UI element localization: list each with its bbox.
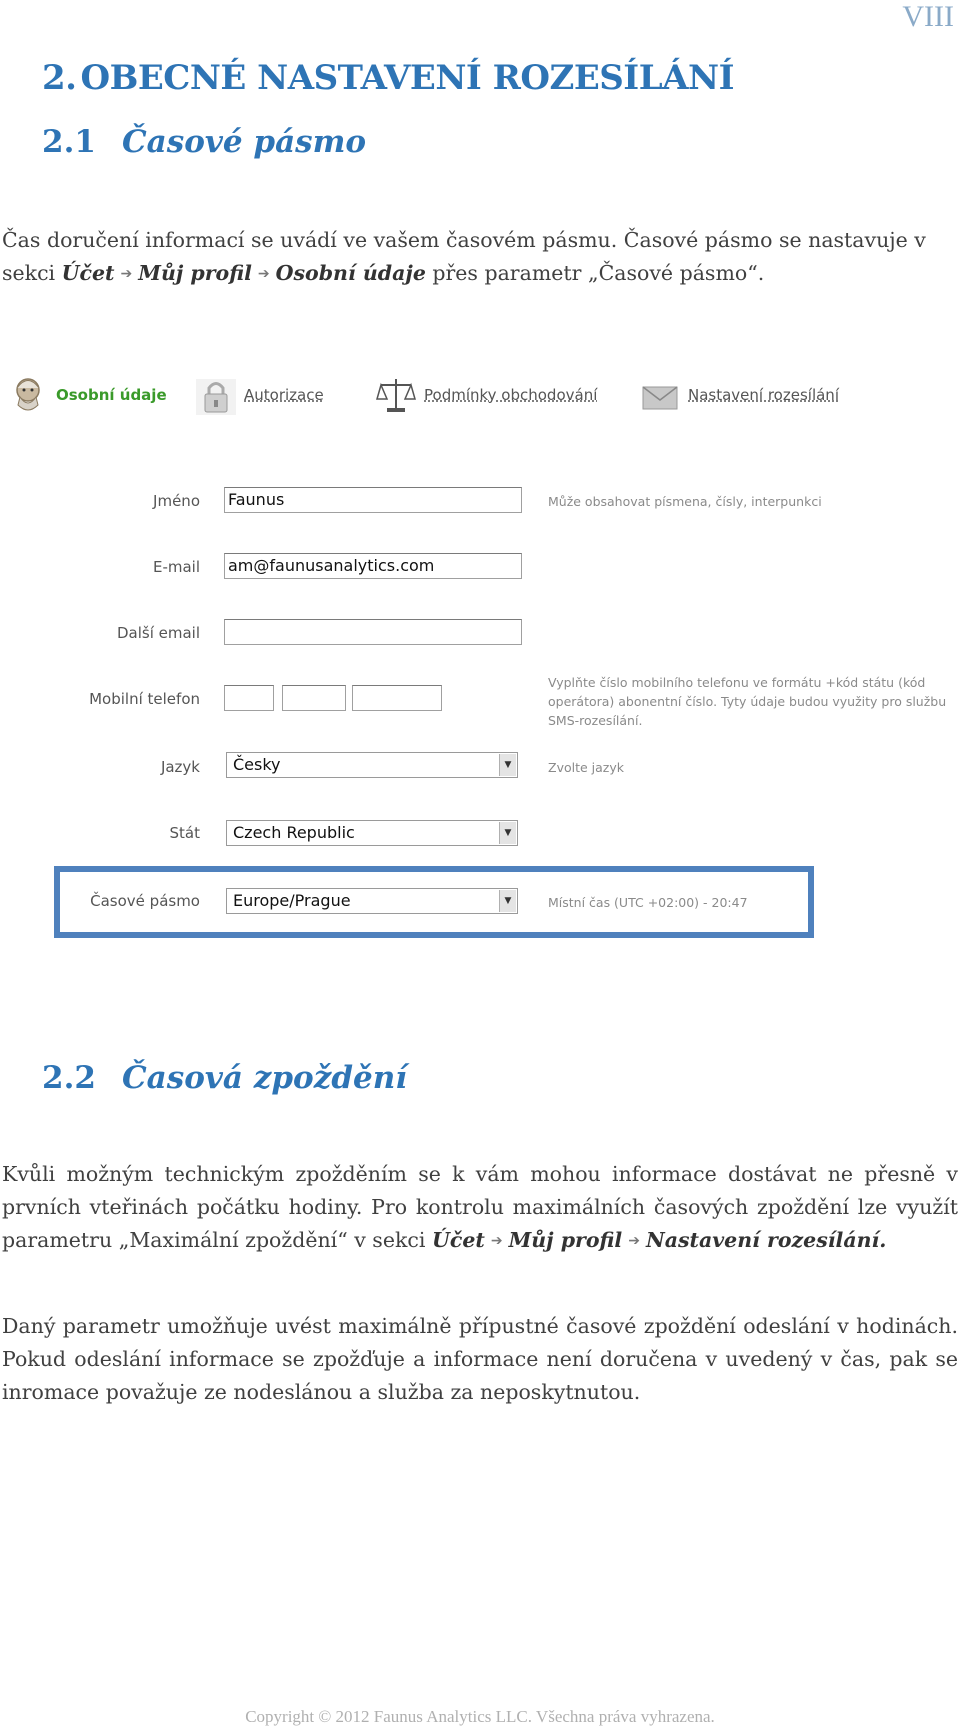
chevron-down-icon[interactable]: ▼	[499, 890, 516, 912]
language-hint: Zvolte jazyk	[548, 760, 624, 775]
path-nastaveni-rozesilani: Nastavení rozesílání.	[645, 1228, 887, 1252]
tab-label: Osobní údaje	[56, 386, 167, 404]
path-muj-profil: Můj profil	[138, 261, 252, 285]
section-title: Časové pásmo	[122, 124, 367, 160]
section-heading-2-2	[42, 1060, 407, 1096]
label-name: Jméno	[153, 492, 200, 510]
arrow-icon: ➔	[257, 266, 270, 282]
tab-distribution-settings[interactable]	[640, 370, 839, 420]
label-language: Jazyk	[160, 758, 200, 776]
lock-icon	[196, 375, 236, 415]
paragraph-text: přes parametr „Časové pásmo“.	[425, 261, 765, 285]
tab-label: Autorizace	[244, 386, 324, 404]
arrow-icon: ➔	[120, 266, 133, 282]
label-country: Stát	[169, 824, 200, 842]
additional-email-input[interactable]	[224, 619, 522, 645]
page-number: VIII	[902, 0, 954, 33]
arrow-icon: ➔	[490, 1233, 503, 1249]
label-time-zone: Časové pásmo	[90, 892, 200, 910]
phone-number-input[interactable]	[352, 685, 442, 711]
name-input[interactable]: Faunus	[224, 487, 522, 513]
section-heading-2-1	[42, 124, 366, 160]
country-select[interactable]	[226, 820, 518, 846]
scales-icon	[376, 375, 416, 415]
chevron-down-icon[interactable]: ▼	[499, 754, 516, 776]
profile-settings-screenshot	[0, 360, 960, 960]
email-input[interactable]: am@faunusanalytics.com	[224, 553, 522, 579]
paragraph-max-delay: Daný parametr umožňuje uvést maximálně přípustné časové zpoždění odeslání v hodinách. Pokud odeslání informace se zpožďuje a informace není doručena v uvedený v čas, pak se inromace považuje ze nodeslánou a služba za neposkytnutou.	[2, 1314, 958, 1404]
chapter-number: 2.	[42, 58, 77, 98]
tab-label: Podmínky obchodování	[424, 386, 598, 404]
path-muj-profil: Můj profil	[508, 1228, 623, 1252]
phone-operator-code-input[interactable]	[282, 685, 346, 711]
section-title: Časová zpoždění	[122, 1060, 408, 1096]
envelope-icon	[640, 375, 680, 415]
paragraph-text: Kvůli možným technickým zpožděním se k vám mohou informace dostávat ne přesně v prvních vteřinách počátku hodiny. Pro kontrolu maximálních časových zpoždění lze využít parametru „Maximální zpoždění“ v sekci	[2, 1162, 958, 1252]
person-icon	[8, 375, 48, 415]
label-additional-email: Další email	[116, 624, 200, 642]
label-mobile-phone: Mobilní telefon	[89, 690, 200, 708]
paragraph-text: Čas doručení informací se uvádí ve vašem časovém pásmu. Časové pásmo se nastavuje v sekci	[2, 228, 926, 285]
name-hint: Může obsahovat písmena, čísly, interpunkci	[548, 494, 822, 509]
section-number: 2.2	[42, 1060, 96, 1096]
tab-trading-conditions[interactable]	[376, 370, 597, 420]
tab-label: Nastavení rozesílání	[688, 386, 839, 404]
tab-authorization[interactable]	[196, 370, 324, 420]
time-zone-select[interactable]	[226, 888, 518, 914]
tab-personal-data[interactable]	[8, 370, 167, 420]
language-select[interactable]	[226, 752, 518, 778]
section-number: 2.1	[42, 124, 96, 160]
arrow-icon: ➔	[628, 1233, 640, 1249]
mobile-phone-hint: Vyplňte číslo mobilního telefonu ve formátu +kód státu (kód operátora) abonentní číslo. Tyty údaje budou využity pro službu SMS-rozesílání.	[548, 675, 947, 728]
path-ucet: Účet	[431, 1228, 485, 1252]
selected-value: Czech Republic	[233, 823, 355, 842]
paragraph-time-zone	[2, 224, 958, 293]
footer-copyright: Copyright © 2012 Faunus Analytics LLC. Všechna práva vyhrazena.	[245, 1707, 715, 1726]
label-email: E-mail	[152, 558, 200, 576]
path-ucet: Účet	[61, 261, 115, 285]
local-time-hint: Místní čas (UTC +02:00) - 20:47	[548, 895, 748, 910]
chapter-heading	[42, 58, 734, 98]
selected-value: Česky	[233, 755, 281, 774]
chevron-down-icon[interactable]: ▼	[499, 822, 516, 844]
phone-country-code-input[interactable]	[224, 685, 274, 711]
paragraph-delays	[2, 1158, 958, 1260]
path-osobni-udaje: Osobní údaje	[275, 261, 426, 285]
selected-value: Europe/Prague	[233, 891, 351, 910]
chapter-title: OBECNÉ NASTAVENÍ ROZESÍLÁNÍ	[80, 58, 734, 98]
